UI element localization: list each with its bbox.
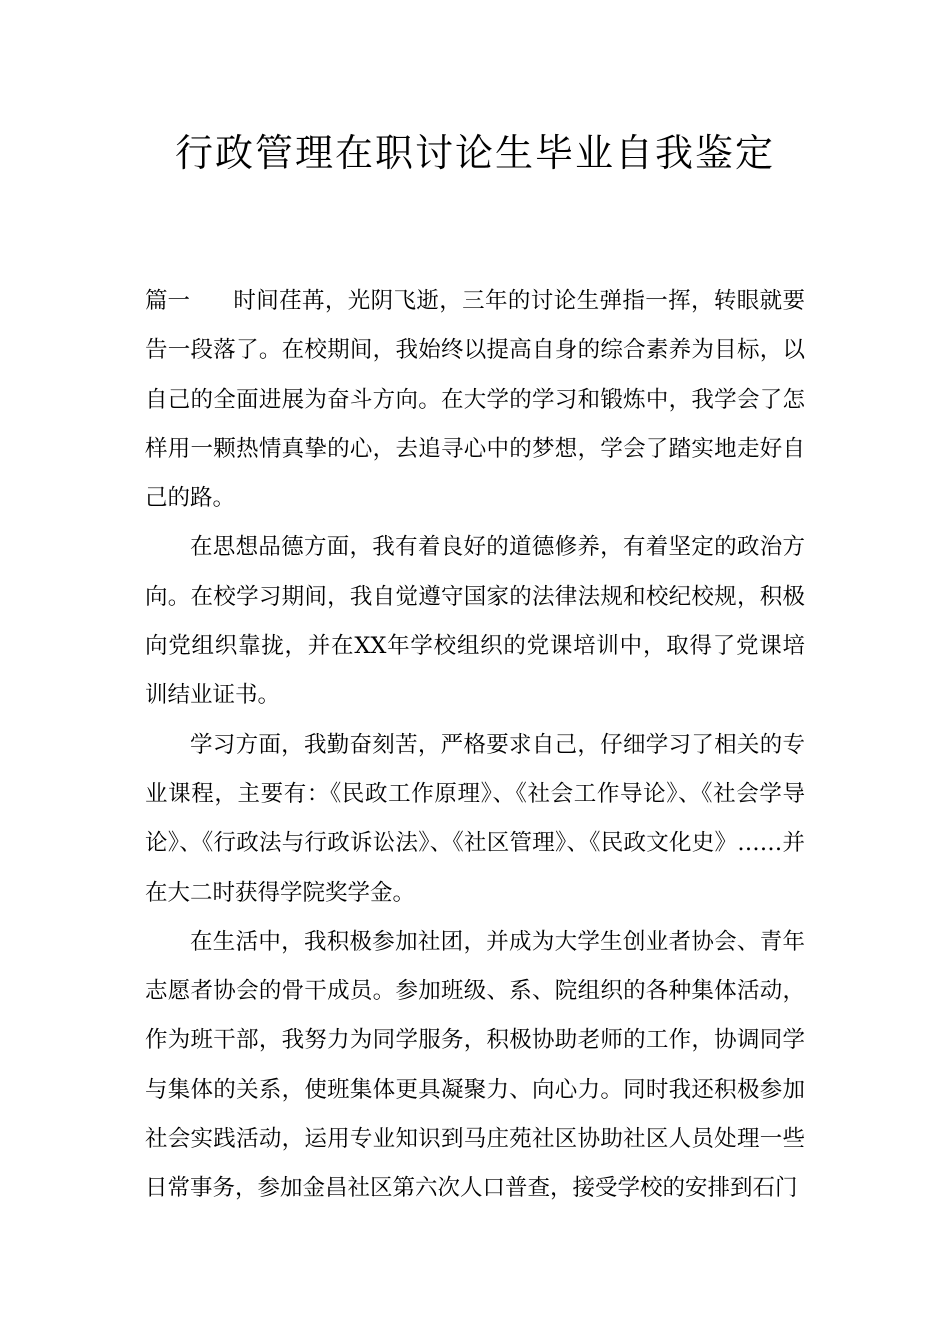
section-label: 篇一 (145, 288, 191, 314)
paragraph-1-text: 时间荏苒，光阴飞逝，三年的讨论生弹指一挥，转眼就要告一段落了。在校期间，我始终以提高自身的综合素养为目标，以自己的全面进展为奋斗方向。在大学的学习和锻炼中，我学会了怎样用一颗热情真挚的心，去追寻心中的梦想，学会了踏实地走好自己的路。 (145, 288, 805, 512)
paragraph-2: 在思想品德方面，我有着良好的道德修养，有着坚定的政治方向。在校学习期间，我自觉遵守国家的法律法规和校纪校规，积极向党组织靠拢，并在XX年学校组织的党课培训中，取得了党课培训结业证书。 (145, 534, 805, 709)
paragraph-3: 学习方面，我勤奋刻苦，严格要求自己，仔细学习了相关的专业课程，主要有：《民政工作原理》、《社会工作导论》、《社会学导论》、《行政法与行政诉讼法》、《社区管理》、《民政文化史》……并在大二时获得学院奖学金。 (145, 731, 805, 906)
paragraph-1 (145, 277, 805, 523)
document-body (145, 277, 805, 1214)
document-title: 行政管理在职讨论生毕业自我鉴定 (174, 131, 775, 175)
paragraph-4: 在生活中，我积极参加社团，并成为大学生创业者协会、青年志愿者协会的骨干成员。参加班级、系、院组织的各种集体活动，作为班干部，我努力为同学服务，积极协助老师的工作，协调同学与集体的关系，使班集体更具凝聚力、向心力。同时我还积极参加社会实践活动，运用专业知识到马庄苑社区协助社区人员处理一些日常事务，参加金昌社区第六次人口普查，接受学校的安排到石门 (145, 928, 805, 1202)
